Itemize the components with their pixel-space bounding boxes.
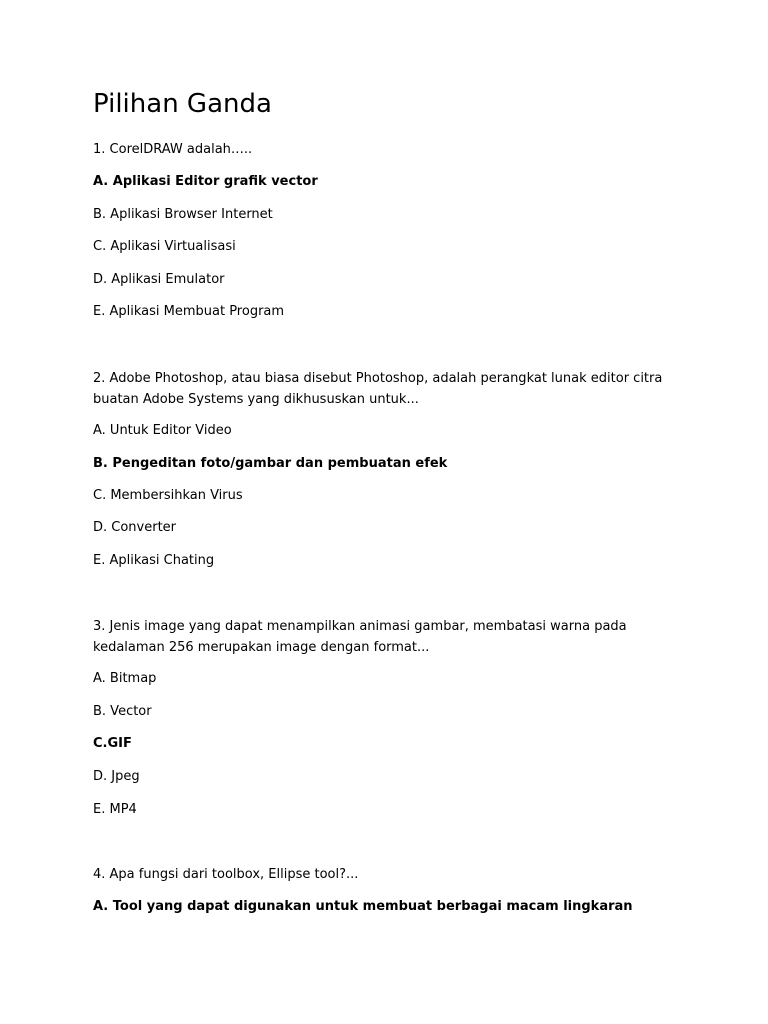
question-1-option-d: D. Aplikasi Emulator [93,272,225,287]
question-2-option-a: A. Untuk Editor Video [93,423,232,438]
question-3-option-d: D. Jpeg [93,769,140,784]
question-1-option-a: A. Aplikasi Editor grafik vector [93,174,318,189]
question-3-option-e: E. MP4 [93,802,137,817]
question-3-option-a: A. Bitmap [93,671,157,686]
question-1-option-b: B. Aplikasi Browser Internet [93,207,273,222]
page-title: Pilihan Ganda [93,89,272,119]
question-2-option-c: C. Membersihkan Virus [93,488,243,503]
question-1-option-c: C. Aplikasi Virtualisasi [93,239,236,254]
question-1-text: 1. CorelDRAW adalah….. [93,142,253,157]
question-4-text: 4. Apa fungsi dari toolbox, Ellipse tool?... [93,867,359,882]
question-3-option-c: C.GIF [93,736,132,751]
question-2-text: 2. Adobe Photoshop, atau biasa disebut Photoshop, adalah perangkat lunak editor citra buatan Adobe Systems yang dikhususkan untuk... [93,371,663,407]
question-2-option-d: D. Converter [93,520,177,535]
question-1-option-e: E. Aplikasi Membuat Program [93,304,285,319]
question-3-option-b: B. Vector [93,704,152,719]
question-2-option-b: B. Pengeditan foto/gambar dan pembuatan efek [93,456,448,471]
question-2-option-e: E. Aplikasi Chating [93,553,215,568]
question-4-option-a: A. Tool yang dapat digunakan untuk membuat berbagai macam lingkaran [93,899,633,914]
question-3-text: 3. Jenis image yang dapat menampilkan animasi gambar, membatasi warna pada kedalaman 256 merupakan image dengan format... [93,619,627,655]
